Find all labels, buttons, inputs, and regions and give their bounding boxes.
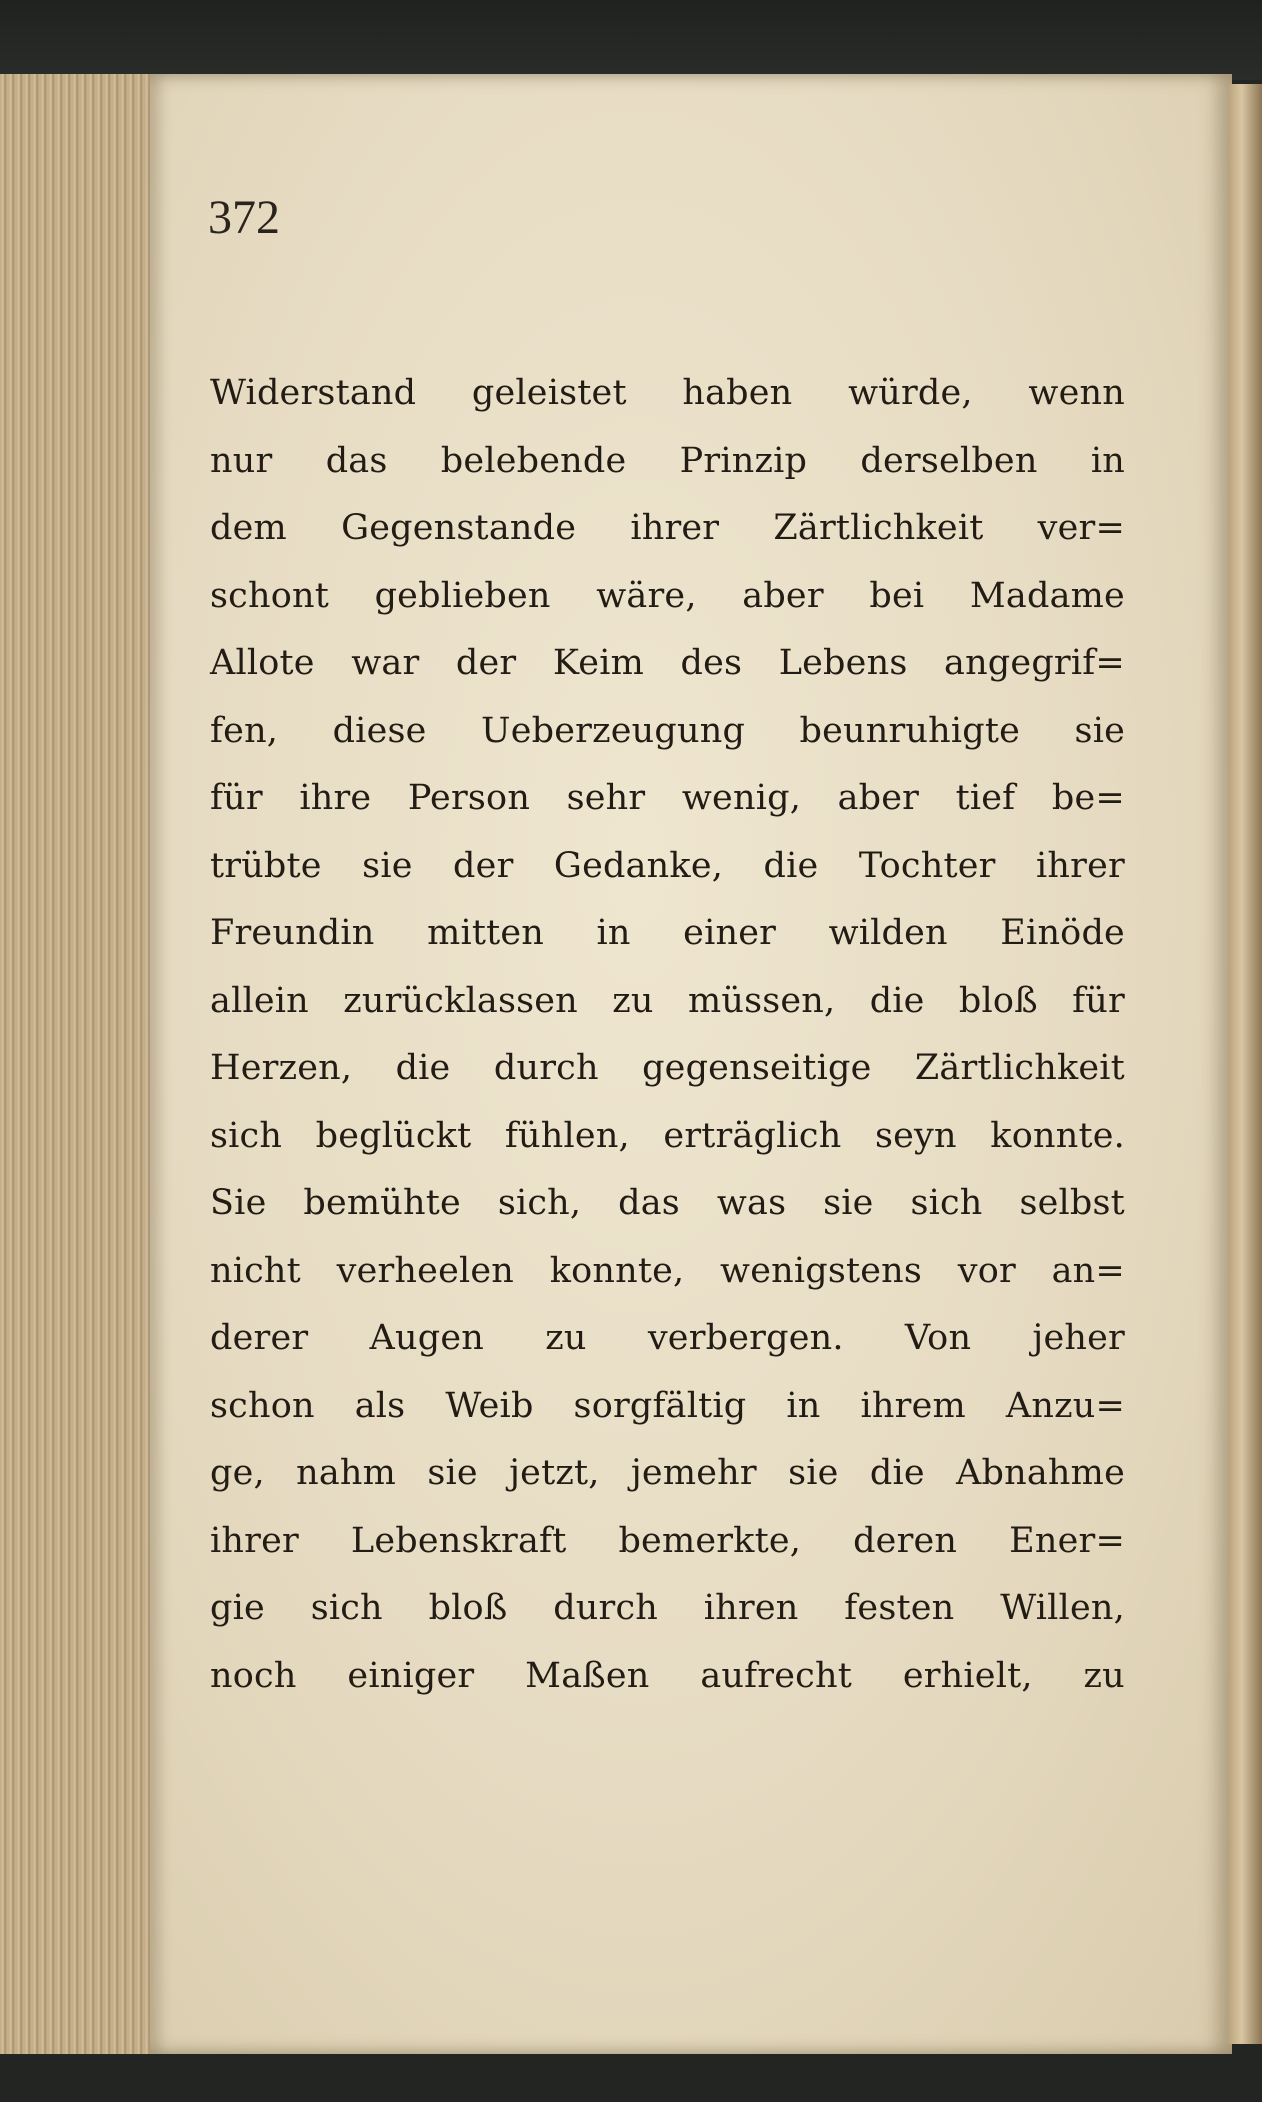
page-number: 372 (208, 191, 280, 244)
text-line: derer Augen zu verbergen. Von jeher (210, 1318, 1125, 1358)
page-text (210, 360, 1125, 1710)
text-line: nur das belebende Prinzip derselben in (210, 440, 1125, 481)
text-line: gie sich bloß durch ihren festen Willen, (210, 1588, 1125, 1628)
page-edges-left (0, 74, 152, 2054)
text-line: Sie bemühte sich, das was sie sich selbst (210, 1183, 1125, 1223)
text-line: allein zurücklassen zu müssen, die bloß für (210, 980, 1125, 1021)
text-line: noch einiger Maßen aufrecht erhielt, zu (210, 1655, 1125, 1696)
text-line: trübte sie der Gedanke, die Tochter ihrer (210, 845, 1125, 886)
text-line: ihrer Lebenskraft bemerkte, deren Ener= (210, 1520, 1125, 1561)
text-line: dem Gegenstande ihrer Zärtlichkeit ver= (210, 508, 1125, 548)
text-line: nicht verheelen konnte, wenigstens vor an= (210, 1250, 1125, 1291)
text-line: sich beglückt fühlen, erträglich seyn konnte. (210, 1115, 1125, 1156)
page-edge-right (1228, 84, 1262, 2044)
text-line: Allote war der Keim des Lebens angegrif= (210, 643, 1125, 683)
text-line: Freundin mitten in einer wilden Einöde (210, 913, 1125, 953)
text-line: fen, diese Ueberzeugung beunruhigte sie (210, 710, 1125, 751)
text-line: Herzen, die durch gegenseitige Zärtlichkeit (210, 1048, 1125, 1088)
scan-top-shadow (0, 0, 1262, 80)
text-line: Widerstand geleistet haben würde, wenn (210, 373, 1125, 413)
text-line: schon als Weib sorgfältig in ihrem Anzu= (210, 1385, 1125, 1426)
text-line: für ihre Person sehr wenig, aber tief be= (210, 778, 1125, 818)
text-line: ge, nahm sie jetzt, jemehr sie die Abnahme (210, 1453, 1125, 1493)
text-line: schont geblieben wäre, aber bei Madame (210, 575, 1125, 616)
